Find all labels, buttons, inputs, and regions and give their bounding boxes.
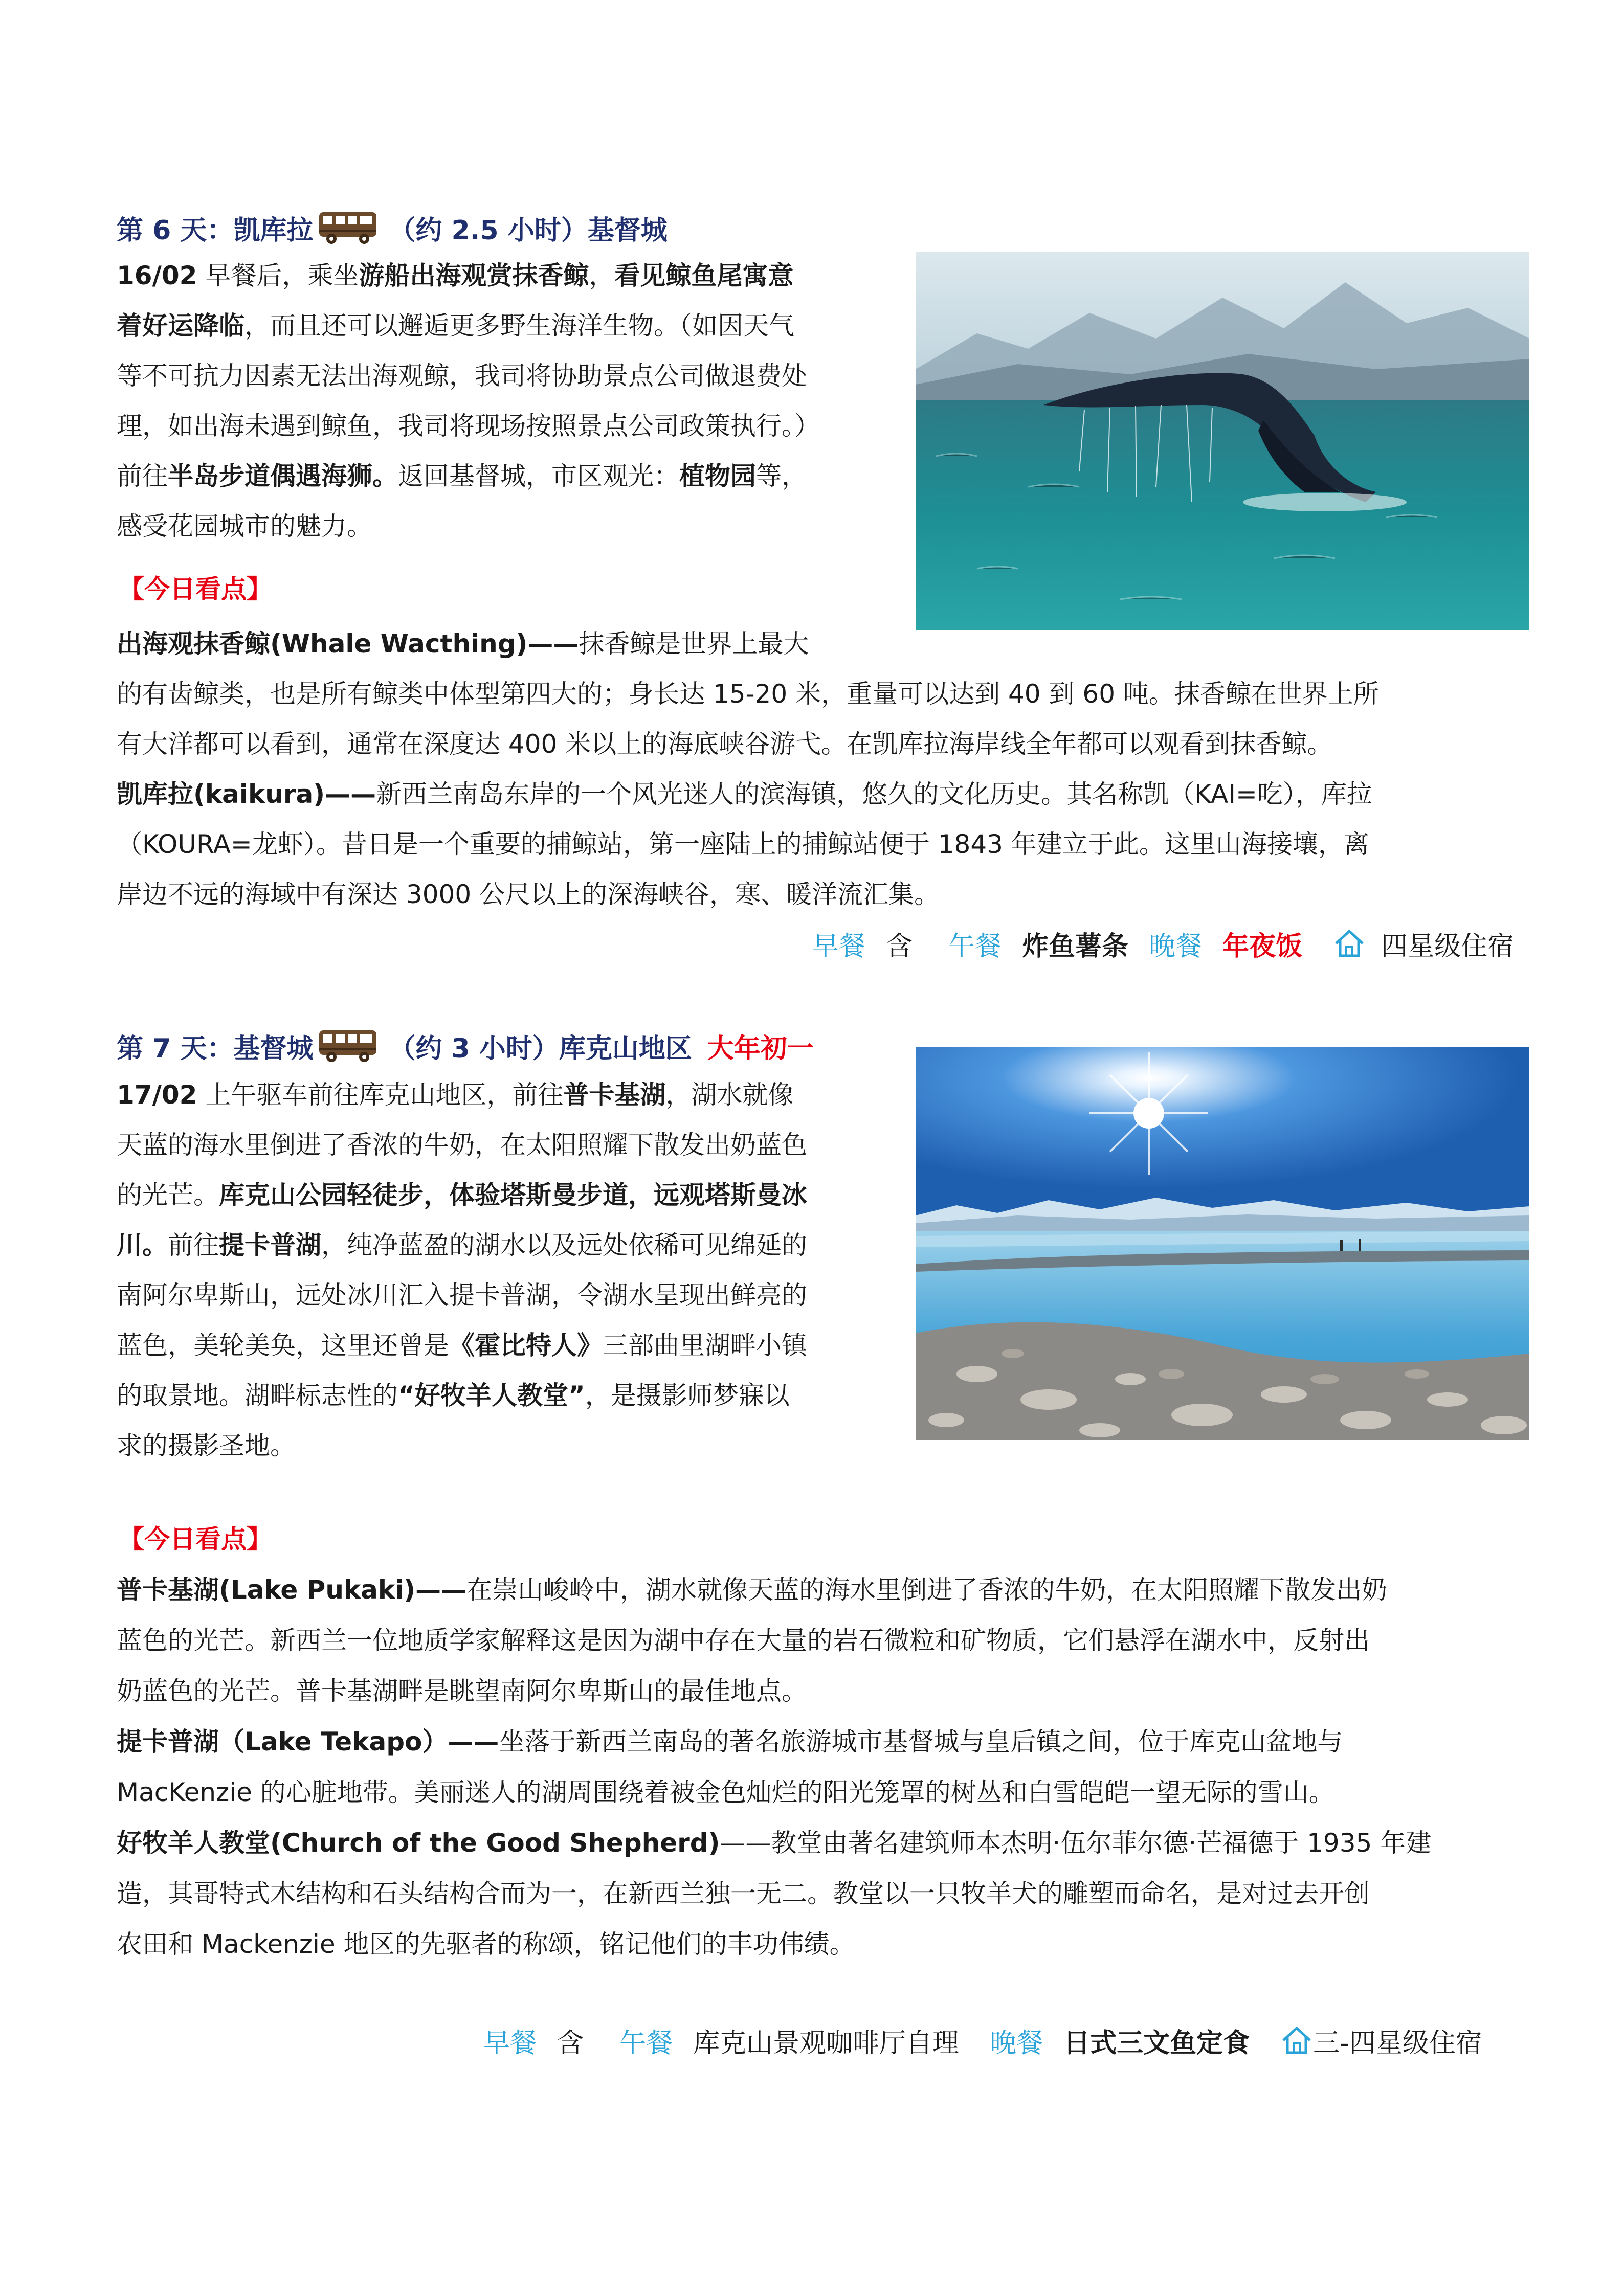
lunch-label: 午餐: [619, 2028, 673, 2059]
text-line: [117, 301, 794, 351]
bold-text: “好牧羊人教堂”: [398, 1381, 585, 1410]
text: ，而且还可以邂逅更多野生海洋生物。（如因天气: [244, 311, 794, 341]
day7-title-prefix: 第 7 天：基督城: [117, 1033, 314, 1064]
day7-title-tag: 大年初一: [707, 1033, 814, 1064]
hotel-value: 四星级住宿: [1381, 931, 1515, 962]
hotel-value: 三-四星级住宿: [1313, 2028, 1482, 2059]
bold-text: 16/02: [117, 261, 197, 290]
text: 的光芒。: [117, 1180, 219, 1210]
text: 前往: [168, 1230, 219, 1260]
text: 在崇山峻岭中，湖水就像天蓝的海水里倒进了香浓的牛奶，在太阳照耀下散发出奶: [466, 1575, 1388, 1605]
bold-text: 普卡基湖: [563, 1080, 666, 1110]
text-line: [117, 1615, 1370, 1665]
bold-text: 看见鲸鱼尾寓意: [614, 261, 794, 290]
text-line: [117, 1120, 807, 1170]
text-line: [117, 501, 372, 551]
bus-icon: [317, 1027, 379, 1064]
text: 感受花园城市的魅力。: [117, 511, 372, 541]
text: 三部曲里湖畔小镇: [603, 1331, 807, 1360]
whale-tail-photo: [916, 252, 1529, 630]
text-line: [117, 351, 807, 401]
bold-text: 着好运降临: [117, 311, 244, 341]
text: 上午驱车前往库克山地区，前往: [197, 1080, 564, 1110]
bold-text: 17/02: [117, 1080, 197, 1110]
day6-title-suffix: （约 2.5 小时）基督城: [389, 215, 668, 246]
text-line: [117, 1869, 1370, 1919]
text-line: [117, 869, 940, 919]
text-line: [117, 1170, 807, 1220]
text: 等不可抗力因素无法出海观鲸，我司将协助景点公司做退费处: [117, 361, 807, 391]
text: 坐落于新西兰南岛的著名旅游城市基督城与皇后镇之间，位于库克山盆地与: [499, 1727, 1343, 1757]
text-line: [117, 1070, 793, 1120]
day7-title-suffix: （约 3 小时）库克山地区: [389, 1033, 692, 1064]
text: 抹香鲸是世界上最大: [579, 629, 809, 659]
text: ，纯净蓝盈的湖水以及远处依稀可见绵延的: [321, 1230, 807, 1260]
text-line: [117, 1767, 1334, 1817]
text-line: [117, 619, 809, 669]
bold-text: 提卡普湖（Lake Tekapo）——: [117, 1727, 499, 1757]
dinner-label: 晚餐: [1149, 931, 1203, 962]
day6-meals: [812, 920, 1514, 966]
text-line: [117, 1421, 296, 1471]
text: 等，: [756, 461, 807, 491]
dinner-value: 年夜饭: [1222, 931, 1303, 962]
text: 的取景地。湖畔标志性的: [117, 1381, 398, 1410]
text: 蓝色的光芒。新西兰一位地质学家解释这是因为湖中存在大量的岩石微粒和矿物质，它们悬浮在湖水中，反射出: [117, 1626, 1370, 1655]
bold-text: 植物园: [679, 461, 756, 491]
text: ，是摄影师梦寐以: [585, 1381, 790, 1410]
text: 农田和 Mackenzie 地区的先驱者的称颂，铭记他们的丰功伟绩。: [117, 1929, 855, 1959]
house-icon: [1280, 2024, 1313, 2057]
text: 岸边不远的海域中有深达 3000 公尺以上的深海峡谷，寒、暖洋流汇集。: [117, 880, 940, 909]
bold-text: 半岛步道偶遇海狮。: [168, 461, 398, 491]
text: ——教堂由著名建筑师本杰明·伍尔菲尔德·芒福德于 1935 年建: [720, 1828, 1432, 1858]
text: MacKenzie 的心脏地带。美丽迷人的湖周围绕着被金色灿烂的阳光笼罩的树丛和白雪皑皑一望无际的雪山。: [117, 1777, 1334, 1807]
lunch-value: 库克山景观咖啡厅自理: [693, 2028, 960, 2059]
day7-title: [117, 1025, 814, 1066]
text-line: [117, 1818, 1431, 1868]
house-icon: [1333, 927, 1366, 960]
bold-text: 游船出海观赏抹香鲸: [359, 261, 589, 290]
text-line: [117, 251, 793, 301]
lunch-label: 午餐: [948, 931, 1002, 962]
text: ，湖水就像: [665, 1080, 794, 1110]
text: 造，其哥特式木结构和石头结构合而为一，在新西兰独一无二。教堂以一只牧羊犬的雕塑而命名，是对过去开创: [117, 1879, 1370, 1908]
breakfast-label: 早餐: [812, 931, 866, 962]
breakfast-value: 含: [886, 931, 913, 962]
text: 天蓝的海水里倒进了香浓的牛奶，在太阳照耀下散发出奶蓝色: [117, 1130, 807, 1160]
bold-text: 提卡普湖: [219, 1230, 321, 1260]
text-line: [117, 451, 807, 501]
text: 早餐后，乘坐: [197, 261, 359, 290]
bold-text: 凯库拉(kaikura)——: [117, 779, 376, 809]
text-line: [117, 719, 1332, 769]
text-line: [117, 1220, 807, 1270]
text: 奶蓝色的光芒。普卡基湖畔是眺望南阿尔卑斯山的最佳地点。: [117, 1676, 807, 1706]
text-line: [117, 1919, 855, 1969]
breakfast-label: 早餐: [483, 2028, 537, 2059]
day7-highlight-label: 【今日看点】: [119, 1524, 272, 1554]
day6-title: [117, 207, 668, 248]
text: 的有齿鲸类，也是所有鲸类中体型第四大的；身长达 15-20 米，重量可以达到 40 到 60 吨。抹香鲸在世界上所: [117, 679, 1379, 709]
text: 新西兰南岛东岸的一个风光迷人的滨海镇，悠久的文化历史。其名称凯（KAI=吃），库拉: [376, 779, 1372, 809]
text-line: [117, 1717, 1343, 1767]
text: 有大洋都可以看到，通常在深度达 400 米以上的海底峡谷游弋。在凯库拉海岸线全年都可以观看到抹香鲸。: [117, 729, 1333, 759]
text: 理，如出海未遇到鲸鱼，我司将现场按照景点公司政策执行。）: [117, 411, 820, 441]
bold-text: 普卡基湖(Lake Pukaki)——: [117, 1575, 467, 1605]
bold-text: 出海观抹香鲸(Whale Wacthing)——: [117, 629, 579, 659]
bus-icon: [317, 209, 379, 246]
bold-text: 川。: [117, 1230, 168, 1260]
day6-title-prefix: 第 6 天：凯库拉: [117, 215, 314, 246]
bold-text: 库克山公园轻徒步，体验塔斯曼步道，远观塔斯曼冰: [219, 1180, 807, 1210]
text-line: [117, 769, 1372, 819]
day7-meals: [483, 2017, 1482, 2063]
text-line: [117, 1270, 807, 1320]
day6-highlight-label: 【今日看点】: [119, 574, 272, 604]
dinner-value: 日式三文鱼定食: [1063, 2028, 1250, 2059]
text: 南阿尔卑斯山，远处冰川汇入提卡普湖，令湖水呈现出鲜亮的: [117, 1280, 807, 1310]
text-line: [117, 1320, 807, 1370]
lunch-value: 炸鱼薯条: [1022, 931, 1129, 962]
text-line: [117, 819, 1369, 869]
text-line: [117, 669, 1379, 719]
text-line: [117, 1370, 790, 1421]
text: ，: [589, 261, 615, 290]
text: 返回基督城，市区观光：: [398, 461, 679, 491]
text: 求的摄影圣地。: [117, 1431, 296, 1460]
text-line: [117, 1666, 807, 1716]
text: （KOURA=龙虾）。昔日是一个重要的捕鲸站，第一座陆上的捕鲸站便于 1843 年建立于此。这里山海接壤，离: [117, 829, 1369, 859]
bold-text: 好牧羊人教堂(Church of the Good Shepherd): [117, 1828, 720, 1858]
bold-text: 《霍比特人》: [449, 1331, 603, 1360]
dinner-label: 晚餐: [990, 2028, 1043, 2059]
breakfast-value: 含: [557, 2028, 584, 2059]
text: 前往: [117, 461, 168, 491]
text-line: [117, 401, 820, 451]
text: 蓝色，美轮美奂，这里还曾是: [117, 1331, 449, 1360]
text-line: [117, 1565, 1387, 1615]
lake-photo: [916, 1047, 1529, 1440]
